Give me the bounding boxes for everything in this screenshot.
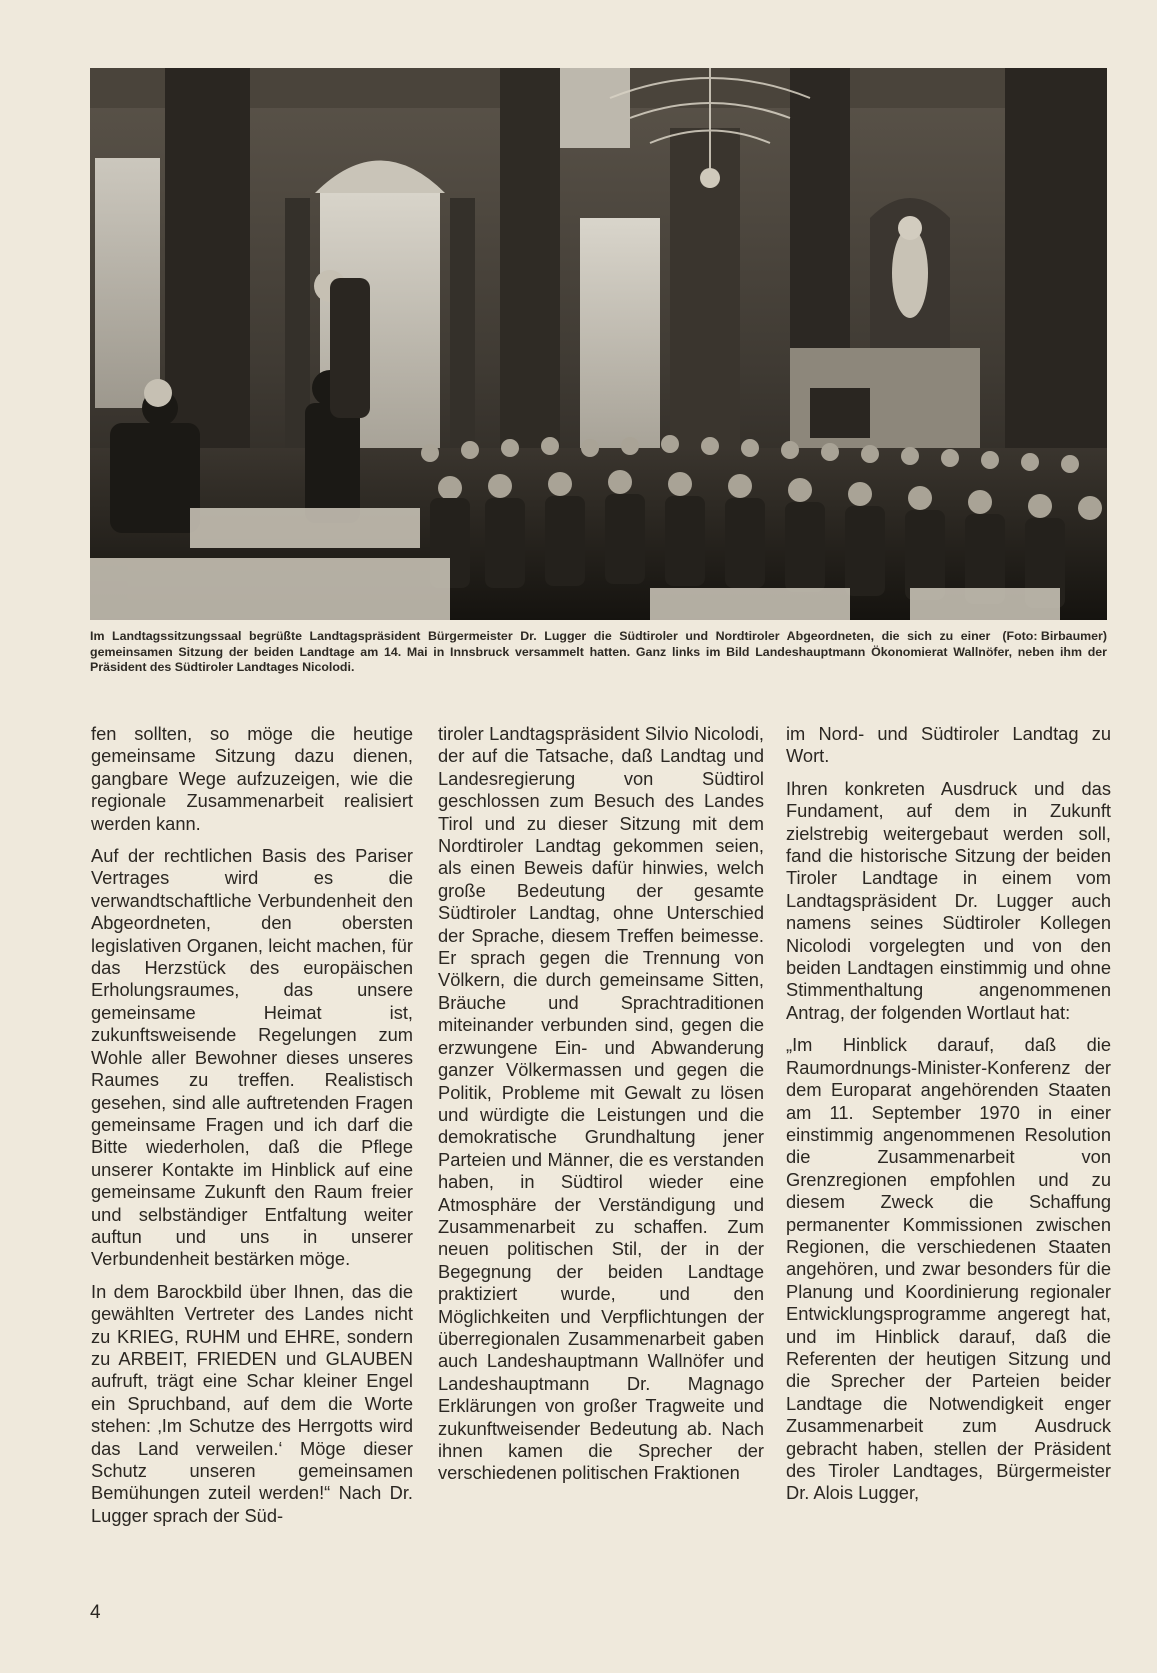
photo-credit: (Foto: Birbaumer) [1002, 629, 1107, 643]
text-column-2 [438, 723, 764, 1495]
paragraph: fen sollten, so möge die heutige gemeinsame Sitzung dazu dienen, gangbare Wege aufzuzeigen, wie die regionale Zusammenarbeit realisiert werden kann. [91, 723, 413, 834]
text-column-1 [91, 723, 413, 1537]
paragraph: im Nord- und Südtiroler Landtag zu Wort. [786, 723, 1111, 767]
page-number: 4 [90, 1602, 101, 1623]
photo-caption [90, 629, 1107, 676]
paragraph: In dem Barockbild über Ihnen, das die gewählten Vertreter des Landes nicht zu KRIEG, RUHM und EHRE, sondern zu ARBEIT, FRIEDEN und GLAUBEN aufruft, trägt eine Schar kleiner Engel ein Spruchband, auf dem die Worte stehen: ‚Im Schutze des Herrgotts wird das Land verweilen.‘ Möge dieser Schutz unseren gemeinsamen Bemühungen zuteil werden!“ Nach Dr. Lugger sprach der Süd- [91, 1280, 413, 1526]
paragraph: Auf der rechtlichen Basis des Pariser Vertrages wird es die verwandtschaftliche Verbundenheit den Abgeordneten, den obersten legislativen Organen, leicht machen, für das Herzstück des europäischen Erholungsraumes, das unsere gemeinsame Heimat ist, zukunftsweisende Regelungen zum Wohle aller Bewohner dieses unseres Raumes zu treffen. Realistisch gesehen, sind alle auftretenden Fragen gemeinsame Fragen und ich darf die Bitte wiederholen, daß die Pflege unserer Kontakte im Hinblick auf eine gemeinsame Zukunft den Raum freier und selbständiger Entfaltung weiter auftun und uns in unserer Verbundenheit bestärken möge. [91, 845, 413, 1270]
paragraph: tiroler Landtagspräsident Silvio Nicolodi, der auf die Tatsache, daß Landtag und Landesregierung von Südtirol geschlossen zum Besuch des Landes Tirol und zu dieser Sitzung mit dem Nordtiroler Landtag gekommen seien, als einen Beweis dafür hinwies, welch große Bedeutung der gesamte Südtiroler Landtag, ohne Unterschied der Sprache, diesem Treffen beimesse. Er sprach gegen die Trennung von Völkern, die durch gemeinsame Sitten, Bräuche und Sprachtraditionen miteinander verbunden sind, gegen die erzwungene Ein- und Abwanderung ganzer Völkermassen und gegen die Politik, Probleme mit Gewalt zu lösen und würdigte die Leistungen und die demokratische Grundhaltung jener Parteien und Männer, die es verstanden haben, in Südtirol wieder eine Atmosphäre der Verständigung und Zusammenarbeit zu schaffen. Zum neuen politischen Stil, der in der Begegnung der beiden Landtage praktiziert wurde, und den Möglichkeiten und Verpflichtungen der überregionalen Zusammenarbeit gaben auch Landeshauptmann Wallnöfer und Landeshauptmann Dr. Magnago Erklärungen von großer Tragweite und zukunftweisender Bedeutung ab. Nach ihnen kamen die Sprecher der verschiedenen politischen Fraktionen [438, 723, 764, 1484]
text-column-3 [786, 723, 1111, 1515]
paragraph: „Im Hinblick darauf, daß die Raumordnungs-Minister-Konferenz der dem Europarat angehörenden Staaten am 11. September 1970 in einer einstimmig angenommenen Resolution die Zusammenarbeit von Grenzregionen empfohlen und zu diesem Zweck die Schaffung permanenter Kommissionen zwischen Regionen, die verschiedenen Staaten angehören, und zwar besonders für die Planung und Koordinierung regionaler Entwicklungsprogramme angeregt hat, und im Hinblick darauf, daß die Referenten der heutigen Sitzung und die Sprecher der Parteien beider Landtage die Notwendigkeit enger Zusammenarbeit zum Ausdruck gebracht haben, stellen der Präsident des Tiroler Landtages, Bürgermeister Dr. Alois Lugger, [786, 1034, 1111, 1504]
caption-text: Im Landtagssitzungssaal begrüßte Landtagspräsident Bürgermeister Dr. Lugger die Südtiroler und Nordtiroler Abgeordneten, die sich zu einer gemeinsamen Sitzung der beiden Landtage am 14. Mai in Innsbruck versammelt hatten. Ganz links im Bild Landeshauptmann Ökonomierat Wallnöfer, neben ihm der Präsident des Südtiroler Landtages Nicolodi. [90, 629, 1107, 674]
assembly-hall-photo [90, 68, 1107, 620]
photo-icon [90, 68, 1107, 620]
paragraph: Ihren konkreten Ausdruck und das Fundament, auf dem in Zukunft zielstrebig weitergebaut werden soll, fand die historische Sitzung der beiden Tiroler Landtage in einem vom Landtagspräsident Dr. Lugger auch namens seines Südtiroler Kollegen Nicolodi vorgelegten und von den beiden Landtagen einstimmig und ohne Stimmenthaltung angenommenen Antrag, der folgenden Wortlaut hat: [786, 777, 1111, 1023]
